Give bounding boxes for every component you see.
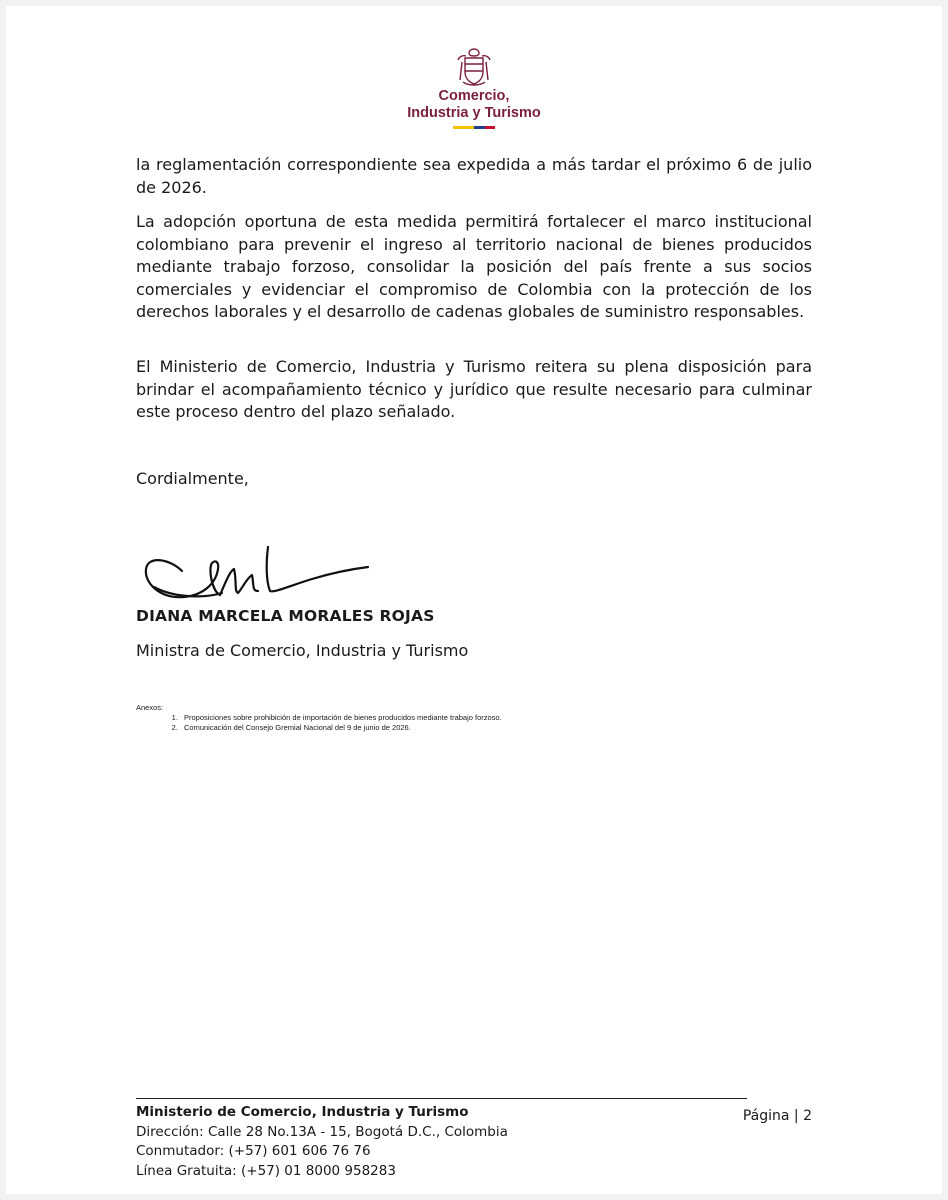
flag-yellow xyxy=(453,126,474,129)
footer-divider xyxy=(136,1098,747,1099)
paragraph-measure-adoption: La adopción oportuna de esta medida permitirá fortalecer el marco institucional colombiano para prevenir el ingreso al territorio nacional de bienes producidos mediante trabajo forzoso, consolidar la posición del país frente a sus socios comerciales y evidenciar el compromiso de Colombia con la protección de los derechos laborales y el desarrollo de cadenas globales de suministro responsables. xyxy=(136,212,812,321)
signer-name: DIANA MARCELA MORALES ROJAS xyxy=(136,607,435,625)
coat-of-arms-icon xyxy=(454,46,494,88)
annexes-list xyxy=(136,713,502,733)
closing-salutation: Cordialmente, xyxy=(136,469,249,488)
annex-item: 1. Proposiciones sobre prohibición de importación de bienes producidos mediante trabajo forzoso. xyxy=(180,713,502,723)
colombia-flag-stripe xyxy=(453,126,495,129)
signer-title: Ministra de Comercio, Industria y Turismo xyxy=(136,641,469,660)
logo-text-comercio: Comercio, xyxy=(438,88,510,104)
page-number: Página | 2 xyxy=(742,1108,812,1124)
logo-text-industria-turismo: Industria y Turismo xyxy=(407,105,541,121)
footer-org-name: Ministerio de Comercio, Industria y Turismo xyxy=(136,1104,469,1120)
flag-red xyxy=(485,126,496,129)
annex-item: 2. Comunicación del Consejo Gremial Nacional del 9 de junio de 2026. xyxy=(180,723,502,733)
document-page xyxy=(6,6,942,1194)
paragraph-ministry-support: El Ministerio de Comercio, Industria y Turismo reitera su plena disposición para brindar el acompañamiento técnico y jurídico que resulte necesario para culminar este proceso dentro del plazo señalado. xyxy=(136,357,812,421)
footer xyxy=(136,1103,508,1181)
paragraph-deadline: la reglamentación correspondiente sea expedida a más tardar el próximo 6 de julio de 2026. xyxy=(136,155,812,197)
flag-blue xyxy=(474,126,485,129)
annexes xyxy=(136,703,502,733)
footer-toll-free: Línea Gratuita: (+57) 01 8000 958283 xyxy=(136,1162,396,1179)
annexes-heading: Anexos: xyxy=(136,703,164,712)
handwritten-signature xyxy=(142,541,372,611)
footer-address: Dirección: Calle 28 No.13A - 15, Bogotá D.C., Colombia xyxy=(136,1123,508,1140)
footer-switchboard: Conmutador: (+57) 601 606 76 76 xyxy=(136,1143,371,1159)
ministry-logo xyxy=(6,46,942,129)
